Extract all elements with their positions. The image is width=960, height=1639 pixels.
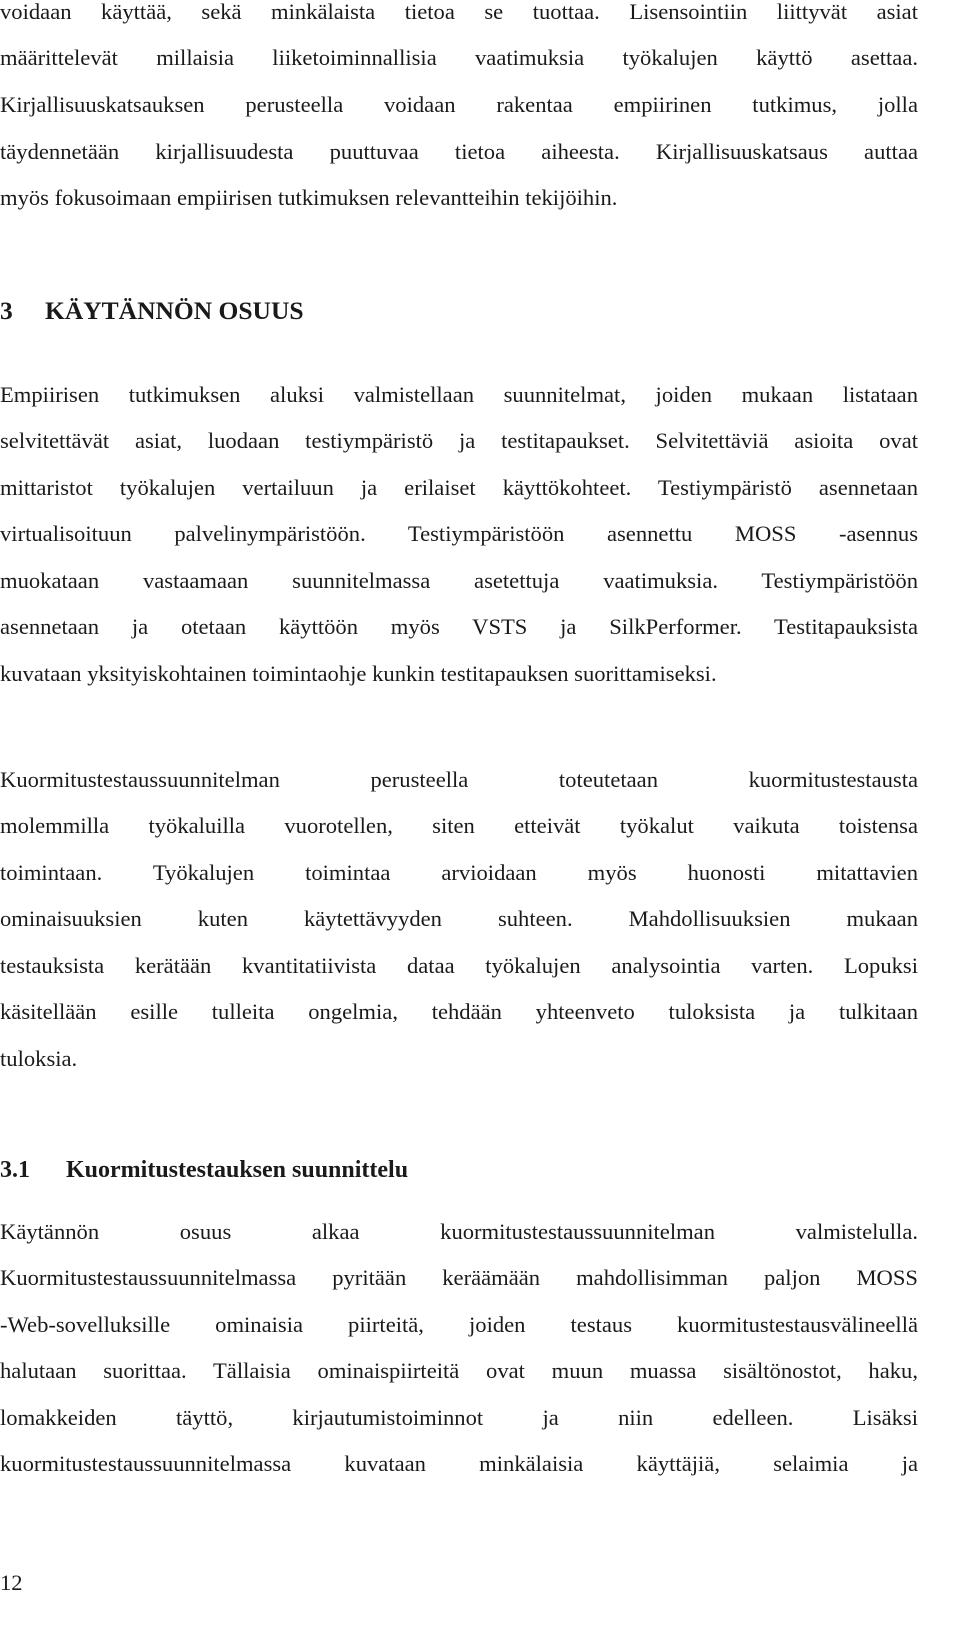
text-line: tuloksia. [0, 1046, 78, 1071]
text-line: ominaisuuksien kuten käytettävyyden suhteen. Mahdollisuuksien mukaan [0, 906, 918, 931]
text-line: selvitettävät asiat, luodaan testiympäristö ja testitapaukset. Selvitettäviä asioita ovat [0, 428, 918, 453]
text-line: Kuormitustestaussuunnitelman perusteella toteutetaan kuormitustestausta [0, 767, 918, 792]
text-line: voidaan käyttää, sekä minkälaista tietoa se tuottaa. Lisensointiin liittyvät asiat [0, 0, 918, 24]
text-line: Empiirisen tutkimuksen aluksi valmistellaan suunnitelmat, joiden mukaan listataan [0, 382, 918, 407]
text-line: Käytännön osuus alkaa kuormitustestaussuunnitelman valmistelulla. [0, 1219, 918, 1244]
text-line: määrittelevät millaisia liiketoiminnallisia vaatimuksia työkalujen käyttö asettaa. [0, 45, 918, 70]
text-line: halutaan suorittaa. Tällaisia ominaispiirteitä ovat muun muassa sisältönostot, haku, [0, 1358, 918, 1383]
text-line: testauksista kerätään kvantitatiivista dataa työkalujen analysointia varten. Lopuksi [0, 953, 918, 978]
text-line: virtualisoituun palvelinympäristöön. Testiympäristöön asennettu MOSS -asennus [0, 521, 918, 546]
text-line: -Web-sovelluksille ominaisia piirteitä, joiden testaus kuormitustestausvälineellä [0, 1312, 918, 1337]
text-line: muokataan vastaamaan suunnitelmassa asetettuja vaatimuksia. Testiympäristöön [0, 568, 918, 593]
subsection-number: 3.1 [0, 1157, 30, 1183]
section-title: KÄYTÄNNÖN OSUUS [45, 296, 304, 325]
text-line: mittaristot työkalujen vertailuun ja erilaiset käyttökohteet. Testiympäristö asennetaan [0, 475, 918, 500]
text-line: toimintaan. Työkalujen toimintaa arvioidaan myös huonosti mitattavien [0, 860, 918, 885]
text-line: myös fokusoimaan empiirisen tutkimuksen relevantteihin tekijöihin. [0, 185, 618, 210]
text-line: Kirjallisuuskatsauksen perusteella voidaan rakentaa empiirinen tutkimus, jolla [0, 92, 918, 117]
text-line: asennetaan ja otetaan käyttöön myös VSTS ja SilkPerformer. Testitapauksista [0, 614, 918, 639]
text-line: kuvataan yksityiskohtainen toimintaohje kunkin testitapauksen suorittamiseksi. [0, 661, 717, 686]
section-number: 3 [0, 296, 13, 325]
text-line: täydennetään kirjallisuudesta puuttuvaa tietoa aiheesta. Kirjallisuuskatsaus auttaa [0, 139, 918, 164]
page-number: 12 [0, 1570, 23, 1595]
text-line: molemmilla työkaluilla vuorotellen, siten etteivät työkalut vaikuta toistensa [0, 813, 918, 838]
subsection-heading [0, 1154, 408, 1186]
subsection-title: Kuormitustestauksen suunnittelu [66, 1157, 409, 1183]
text-line: käsitellään esille tulleita ongelmia, tehdään yhteenveto tuloksista ja tulkitaan [0, 999, 918, 1024]
text-line: Kuormitustestaussuunnitelmassa pyritään keräämään mahdollisimman paljon MOSS [0, 1265, 918, 1290]
section-heading [0, 295, 304, 327]
text-line: lomakkeiden täyttö, kirjautumistoiminnot ja niin edelleen. Lisäksi [0, 1405, 918, 1430]
text-line: kuormitustestaussuunnitelmassa kuvataan minkälaisia käyttäjiä, selaimia ja [0, 1451, 918, 1476]
